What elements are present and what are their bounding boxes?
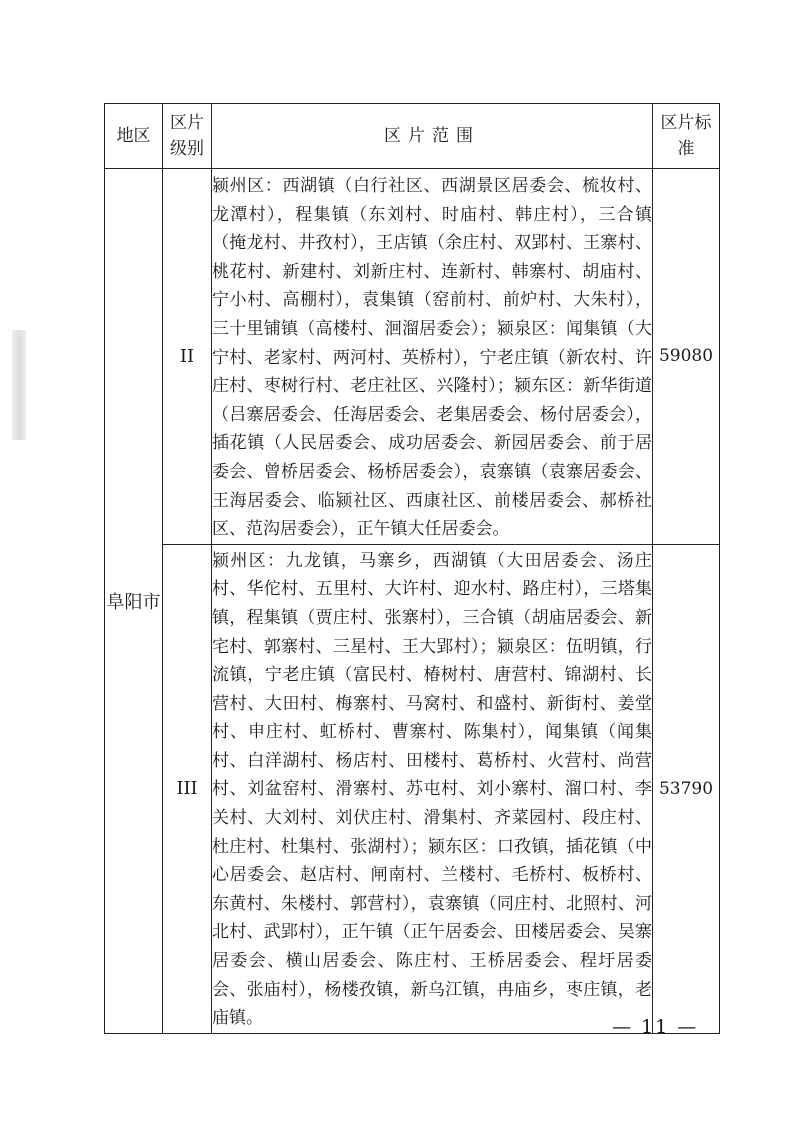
range-cell: 颍州区：西湖镇（白行社区、西湖景区居委会、梳妆村、龙潭村），程集镇（东刘村、时庙村、韩庄村），三合镇（掩龙村、井孜村），王店镇（余庄村、双郢村、王寨村、桃花村、新建村、刘新庄村、连新村、韩寨村、胡庙村、宁小村、高棚村），袁集镇（窑前村、前炉村、大朱村），三十里铺镇（高楼村、洄溜居委会）；颍泉区：闻集镇（大宁村、老家村、两河村、英桥村），宁老庄镇（新农村、许庄村、枣树行村、老庄社区、兴隆村）；颍东区：新华街道（吕寨居委会、任海居委会、老集居委会、杨付居委会），插花镇（人民居委会、成功居委会、新园居委会、前于居委会、曾桥居委会、杨桥居委会），袁寨镇（袁寨居委会、王海居委会、临颍社区、西康社区、前楼居委会、郝桥社区、范沟居委会），正午镇大任居委会。 xyxy=(212,169,653,545)
header-area: 地区 xyxy=(105,104,163,169)
land-price-table xyxy=(104,103,720,1034)
scan-edge-mark xyxy=(12,330,26,440)
level-cell: III xyxy=(163,544,212,1033)
header-standard: 区片标准 xyxy=(653,104,720,169)
standard-cell: 53790 xyxy=(653,544,720,1033)
range-cell: 颍州区：九龙镇，马寨乡，西湖镇（大田居委会、汤庄村、华佗村、五里村、大许村、迎水村、路庄村），三塔集镇，程集镇（贾庄村、张寨村），三合镇（胡庙居委会、新宅村、郭寨村、三星村、王大郢村）；颍泉区：伍明镇，行流镇，宁老庄镇（富民村、椿树村、唐营村、锦湖村、长营村、大田村、梅寨村、马窝村、和盛村、新街村、姜堂村、申庄村、虹桥村、曹寨村、陈集村），闻集镇（闻集村、白洋湖村、杨店村、田楼村、葛桥村、火营村、尚营村、刘盆窑村、滑寨村、苏屯村、刘小寨村、溜口村、李关村、大刘村、刘伏庄村、滑集村、齐菜园村、段庄村、杜庄村、杜集村、张湖村）；颍东区：口孜镇，插花镇（中心居委会、赵店村、闸南村、兰楼村、毛桥村、板桥村、东黄村、朱楼村、郭营村），袁寨镇（同庄村、北照村、河北村、武郢村），正午镇（正午居委会、田楼居委会、吴寨居委会、横山居委会、陈庄村、王桥居委会、程圩居委会、张庙村），杨楼孜镇，新乌江镇，冉庙乡，枣庄镇，老庙镇。 xyxy=(212,544,653,1033)
standard-cell: 59080 xyxy=(653,169,720,545)
level-cell: II xyxy=(163,169,212,545)
header-level: 区片级别 xyxy=(163,104,212,169)
table-row xyxy=(105,169,720,545)
header-range: 区片范围 xyxy=(212,104,653,169)
area-cell: 阜阳市 xyxy=(105,169,163,1034)
page-number: — 11 — xyxy=(612,1016,699,1038)
table-header-row xyxy=(105,104,720,169)
table-row xyxy=(105,544,720,1033)
